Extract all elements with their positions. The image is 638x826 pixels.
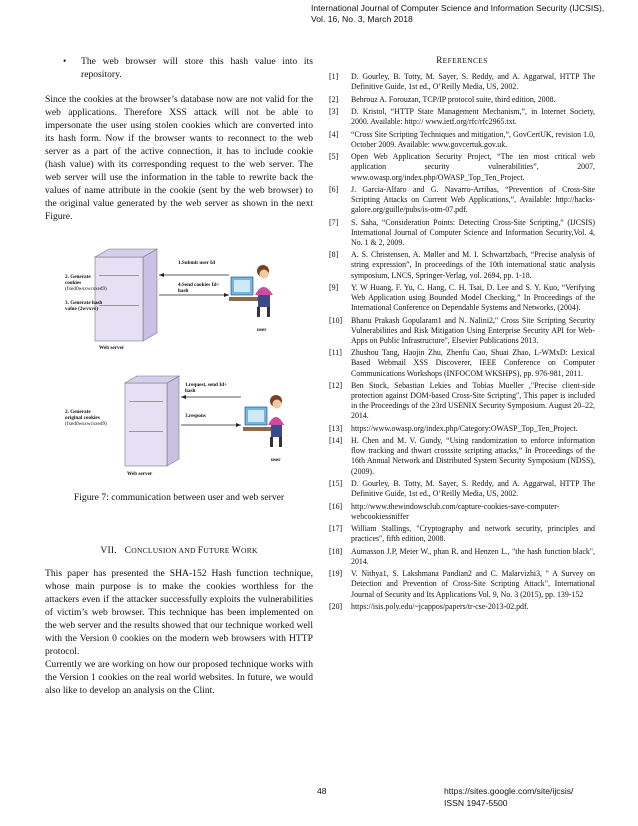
figure-caption: Figure 7: communication between user and web server: [73, 492, 285, 503]
reference-number: [12]: [329, 381, 343, 391]
bullet-symbol: •: [63, 56, 67, 67]
reference-number: [15]: [329, 479, 343, 489]
bullet-item: [63, 55, 313, 81]
reference-number: [9]: [329, 283, 339, 292]
reference-text: https://www.owasp.org/index.php/Category:OWASP_Top_Ten_Project.: [351, 423, 578, 433]
label-generate-2: cookies: [65, 280, 82, 286]
reference-number: [18]: [329, 546, 343, 556]
reference-text: A. S. Christensen, A. Møller and M. I. Schwartzbach, “Precise analysis of string expression”, In proceedings of the 10th international static analysis symposium, LNCS, Springer-Verlag, vol. 2694, pp. 1-18.: [351, 250, 595, 280]
label-user-top: user: [257, 327, 267, 333]
reference-text: D. Gourley, B. Totty, M. Sayer, S. Reddy, and A. Aggarwal, HTTP The Definitive Guide, 1st ed., O’Reilly Media, US, 2002.: [351, 72, 595, 92]
reference-text: D. Gourley, B. Totty, M. Sayer, S. Reddy, and A. Aggarwal, HTTP The Definitive Guide, 1st ed., O’Reilly Media, US, 2002.: [351, 479, 595, 499]
reference-text: “Cross Site Scripting Techniques and mitigation,”, GovCertUK, revision 1.0, October 2009. Available: www.govcertuk.gov.uk.: [351, 129, 595, 149]
reference-item: [329, 479, 595, 499]
figure-cookie-restoration: [65, 371, 285, 479]
reference-text: J. Garcia-Alfaro and G. Navarro-Arribas, “Prevention of Cross-Site Scripting Attacks on Current Web Applications,”, Available: http://hacks-galore.org/guille/pubs/is-otm-07.pdf.: [351, 184, 595, 215]
reference-item: [329, 107, 595, 127]
label-hash-1: 3. Generate hash: [65, 300, 103, 306]
reference-item: [329, 218, 595, 248]
label-generate-3: (fxed0wsxwcsxed9): [65, 286, 107, 292]
reference-item: [329, 424, 595, 434]
label-generate-1: 2. Generate: [65, 274, 91, 280]
reference-item: [329, 381, 595, 421]
reference-number: [11]: [329, 348, 342, 358]
page-number: 48: [317, 786, 327, 796]
reference-item: [329, 95, 595, 105]
label-send-1: 4.Send cookies Id+: [178, 282, 220, 288]
reference-item: [329, 348, 595, 378]
reference-item: [329, 283, 595, 313]
reference-number: [5]: [329, 152, 339, 162]
reference-number: [4]: [329, 129, 339, 139]
reference-text: D. Kristol, “HTTP State Management Mechanism,”, in Internet Society, 2000. Available: http:// www.ietf.org/rfc/rfc2965.txt.: [351, 107, 595, 127]
reference-number: [1]: [329, 72, 339, 82]
paragraph-conclusion: This paper has presented the SHA-152 Hash function technique, whose main purpose is to make the cookies worthless for the attackers even if the attacker successfully exploits the vulnerabilities of victim’s web browser. This technique has been implemented on the web server and the results showed that our technique worked well with the Version 0 cookies on the modern web browsers with HTTP protocol.: [45, 568, 313, 657]
reference-item: [329, 502, 595, 522]
reference-number: [7]: [329, 217, 339, 227]
reference-text: Open Web Application Security Project, “The ten most critical web application security vulnerabilities”, 2007, www.owasp.org/index.php/OWASP_Top_Ten_Project.: [351, 152, 595, 182]
label-request-2: hash: [185, 388, 196, 394]
reference-item: [329, 250, 595, 280]
user-icon: [243, 395, 284, 447]
references-title: REFERENCES: [436, 55, 488, 65]
label-response: 3.respons: [185, 413, 206, 419]
reference-text: Aumasson J.P, Meier W., phan R. and Henzen L., "the hash function black", 2014.: [351, 546, 595, 566]
footer-issn: ISSN 1947-5500: [444, 798, 508, 808]
reference-number: [16]: [329, 501, 343, 511]
reference-item: [329, 152, 595, 182]
section-heading: VII. CONCLUSION AND FUTURE WORK: [100, 545, 258, 556]
paragraph-intro: Since the cookies at the browser’s database now are not valid for the web applications. Therefore XSS attack will not be able to impersonate the user using stolen cookies which are converted into its hash form. Now if the browser wants to reconnect to the web server as a part of the active connection, it has to include cookie (hash value) with its corresponding request to the web server. The web server will use the information in the table to rewrite back the values of name attribute in the cookie (sent by the web browser) to the original value generated by the web server as shown in the next Figure.: [45, 94, 313, 222]
reference-number: [13]: [329, 423, 343, 433]
label-submit: 1.Submit user Id: [178, 260, 215, 266]
section-number: VII.: [100, 545, 117, 556]
journal-title: International Journal of Computer Science and Information Security (IJCSIS),: [311, 3, 605, 13]
reference-item: [329, 185, 595, 215]
server-icon: [95, 249, 157, 341]
footer-url: https://sites.google.com/site/ijcsis/: [444, 786, 574, 796]
reference-item: [329, 569, 595, 599]
reference-number: [3]: [329, 107, 339, 117]
reference-number: [6]: [329, 184, 339, 194]
reference-item: [329, 130, 595, 150]
label-server-bottom: Web server: [127, 471, 153, 477]
reference-item: [329, 72, 595, 92]
reference-text: William Stallings, "Cryptography and network security, principles and practices", fifth edition, 2008.: [351, 524, 595, 544]
reference-item: [329, 547, 595, 567]
reference-text: H. Chen and M. V. Gundy, “Using randomization to enforce information flow tracking and thwart crosssite scripting attacks,” In Proceedings of the 16th Annual Network and Distributed System Security Symposium (NDSS), (2009).: [351, 436, 595, 476]
label-hash-2: value (2wvxve): [65, 306, 98, 312]
label-gen-2: original cookies: [65, 415, 100, 421]
reference-number: [17]: [329, 524, 343, 534]
left-column: [45, 55, 313, 697]
figure-top-drawing: [65, 245, 285, 353]
paragraph-future: Currently we are working on how our proposed technique works with the Version 1 cookies on the real world websites. In future, we would also like to develop an analysis on the Clint.: [45, 659, 313, 696]
label-gen-3: (fxed0wsxwcsxed9): [65, 421, 107, 427]
arrows-bottom: [181, 395, 241, 427]
reference-number: [10]: [329, 315, 343, 325]
label-gen-1: 2. Generate: [65, 409, 91, 415]
bullet-text: The web browser will store this hash value into its repository.: [81, 56, 313, 80]
reference-number: [14]: [329, 436, 343, 446]
label-server-top: Web server: [99, 345, 125, 351]
reference-item: [329, 436, 595, 476]
reference-text: S. Saha, “Consideration Points: Detecting Cross-Site Scripting,” (IJCSIS) International Journal of Computer Science and Information Security,Vol. 4, No. 1 & 2, 2009.: [351, 217, 595, 247]
reference-text: Y. W Huang, F. Yu, C. Hang, C. H. Tsai, D. Lee and S. Y. Kuo, “Verifying Web Application using Bounded Model Checking,” In Proceedings of the International Conference on Dependable Systems and Networks, (2004).: [351, 283, 595, 313]
reference-number: [8]: [329, 250, 339, 260]
references-column: [329, 55, 595, 615]
reference-text: Behrouz A. Forouzan, TCP/IP protocol suite, third edition, 2008.: [351, 94, 556, 104]
reference-text: Zhushou Tang, Haojin Zhu, Zhenfu Cao, Shuai Zhao, L-WMxD: Lexical Based Webmail XSS Discoverer, IEEE Conference on Computer Communications Workshops (INFOCOM WKSHPS), pp. 976-981, 2011.: [351, 348, 595, 378]
label-request-1: 1.request, send Id+: [185, 382, 228, 388]
figure-cookie-generation: [65, 245, 285, 353]
reference-number: [20]: [329, 602, 343, 612]
journal-header: [311, 3, 631, 25]
reference-item: [329, 524, 595, 544]
label-user-bottom: user: [271, 457, 281, 463]
reference-text: Ben Stock, Sebastian Lekies and Tobias Mueller ,"Precise client-side protection against DOM-based Cross-Site Scripting", This paper is included in the Proceedings of the 23rd USENIX Security Symposium. August 20–22, 2014.: [351, 381, 595, 421]
reference-item: [329, 602, 595, 612]
label-send-2: hash: [178, 288, 189, 294]
reference-number: [2]: [329, 94, 339, 104]
journal-volume: Vol. 16, No. 3, March 2018: [311, 14, 413, 24]
reference-text: Bhanu Prakash Gopularam1 and N. Nalini2," Cross Site Scripting Security Vulnerabilities and Risk Mitigation Using Enterprise Security API for Web-Apps on Public Infrastructure", Elsevier Publications 2013.: [351, 315, 595, 345]
reference-text: http://www.thewindowsclub.com/capture-cookies-save-computer-webcookiessniffer: [351, 501, 560, 521]
reference-text: V. Nithya1, S. Lakshmana Pandian2 and C. Malarvizhi3, " A Survey on Detection and Prevention of Cross-Site Scripting Attack", International Journal of Security and Its Applications Vol. 9, No. 3 (2015), pp. 139-152: [351, 569, 595, 599]
reference-text: https://isis.poly.edu/~jcappos/papers/tr-cse-2013-02.pdf.: [351, 602, 529, 612]
reference-number: [19]: [329, 569, 343, 579]
reference-item: [329, 316, 595, 346]
reference-list: [329, 72, 595, 612]
server-icon: [125, 376, 179, 466]
user-icon: [229, 265, 273, 317]
